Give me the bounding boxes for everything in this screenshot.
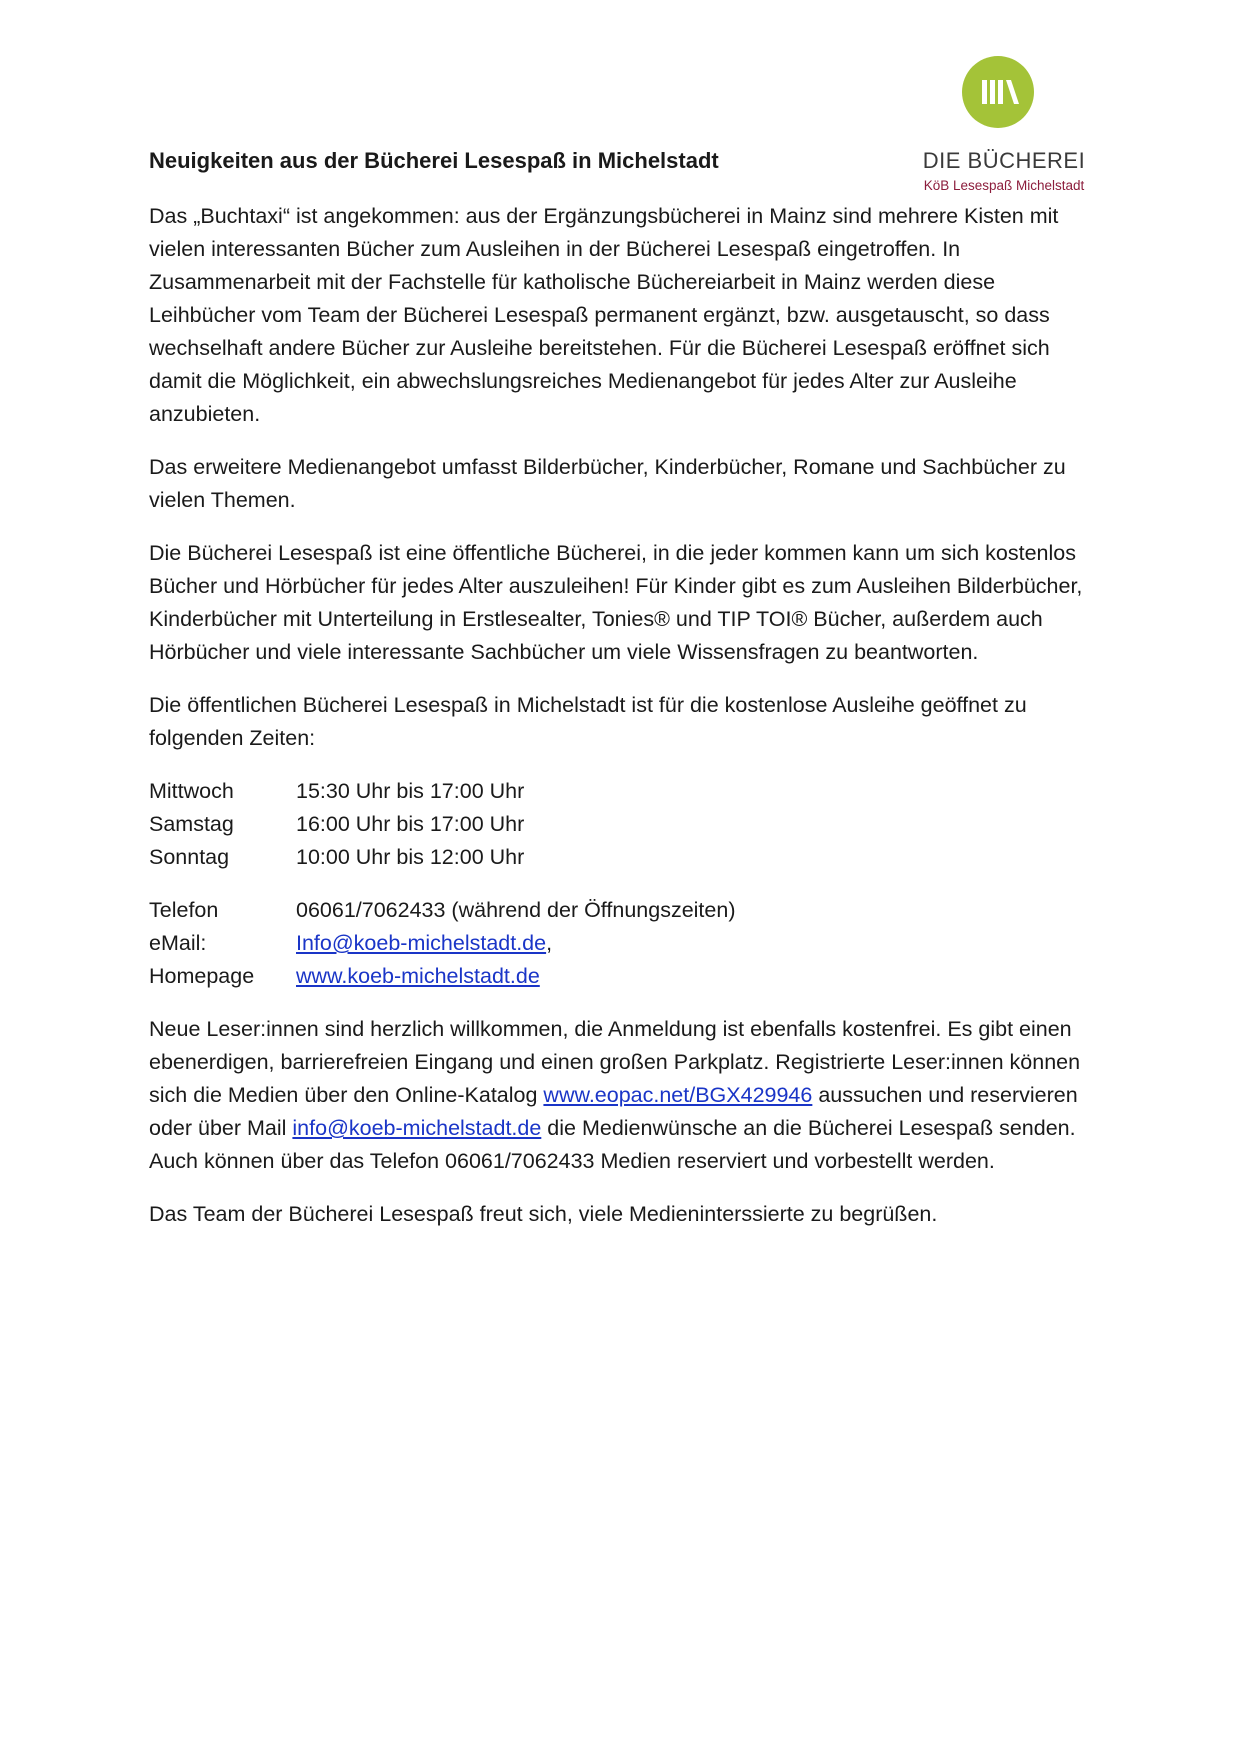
- new-readers-text-2: aussuchen und reservieren oder über Mail: [149, 1083, 1078, 1140]
- contact-row-phone: [149, 894, 1099, 927]
- hours-time: 10:00 Uhr bis 12:00 Uhr: [296, 845, 525, 869]
- email-link[interactable]: Info@koeb-michelstadt.de: [296, 931, 547, 955]
- contact-row-homepage: [149, 960, 1099, 993]
- mail-link[interactable]: info@koeb-michelstadt.de: [292, 1116, 542, 1140]
- hours-day: Sonntag: [149, 845, 230, 869]
- logo-subtitle: KöB Lesespaß Michelstadt: [923, 178, 1085, 193]
- homepage-label: Homepage: [149, 964, 255, 988]
- hours-row: [149, 775, 1099, 808]
- library-logo: [918, 56, 1090, 196]
- phone-label: Telefon: [149, 898, 219, 922]
- email-label: eMail:: [149, 931, 207, 955]
- catalog-link[interactable]: www.eopac.net/BGX429946: [543, 1083, 813, 1107]
- logo-books-icon: [962, 56, 1034, 128]
- new-readers-text-1: Neue Leser:innen sind herzlich willkommen, die Anmeldung ist ebenfalls kostenfrei. Es gibt einen ebenerdigen, barrierefreien Eingang und einen großen Parkplatz. Registrierte Leser:innen können sich die Medien über den Online-Katalog: [149, 1017, 1081, 1107]
- phone-value: 06061/7062433 (während der Öffnungszeiten): [296, 898, 736, 922]
- paragraph-buchtaxi: Das „Buchtaxi“ ist angekommen: aus der Ergänzungsbücherei in Mainz sind mehrere Kisten mit vielen interessanten Bücher zum Ausleihen in der Bücherei Lesespaß eingetroffen. In Zusammenarbeit mit der Fachstelle für katholische Büchereiarbeit in Mainz werden diese Leihbücher vom Team der Bücherei Lesespaß permanent ergänzt, bzw. ausgetauscht, so dass wechselhaft andere Bücher zur Ausleihe bereitstehen. Für die Bücherei Lesespaß eröffnet sich damit die Möglichkeit, ein abwechslungsreiches Medienangebot für jedes Alter zur Ausleihe anzubieten.: [149, 204, 1059, 426]
- contact-info: [149, 894, 1099, 993]
- hours-day: Mittwoch: [149, 779, 234, 803]
- paragraph-opening-intro: Die öffentlichen Bücherei Lesespaß in Michelstadt ist für die kostenlose Ausleihe geöffnet zu folgenden Zeiten:: [149, 693, 1027, 750]
- new-readers-text-3: die Medienwünsche an die Bücherei Lesespaß senden. Auch können über das Telefon 06061/7062433 Medien reserviert und vorbestellt werden.: [149, 1116, 1076, 1173]
- homepage-link[interactable]: www.koeb-michelstadt.de: [296, 964, 540, 988]
- hours-row: [149, 841, 1099, 874]
- email-suffix: ,: [546, 931, 553, 955]
- hours-time: 16:00 Uhr bis 17:00 Uhr: [296, 812, 525, 836]
- paragraph-about-library: Die Bücherei Lesespaß ist eine öffentliche Bücherei, in die jeder kommen kann um sich kostenlos Bücher und Hörbücher für jedes Alter auszuleihen! Für Kinder gibt es zum Ausleihen Bilderbücher, Kinderbücher mit Unterteilung in Erstlesealter, Tonies® und TIP TOI® Bücher, außerdem auch Hörbücher und viele interessante Sachbücher um viele Wissensfragen zu beantworten.: [149, 541, 1083, 664]
- paragraph-medienangebot: Das erweitere Medienangebot umfasst Bilderbücher, Kinderbücher, Romane und Sachbücher zu vielen Themen.: [149, 455, 1066, 512]
- opening-hours: [149, 775, 1099, 874]
- hours-day: Samstag: [149, 812, 234, 836]
- paragraph-closing: Das Team der Bücherei Lesespaß freut sich, viele Medieninterssierte zu begrüßen.: [149, 1202, 938, 1226]
- hours-row: [149, 808, 1099, 841]
- paragraph-new-readers: [149, 1013, 1099, 1178]
- page-title: Neuigkeiten aus der Bücherei Lesespaß in Michelstadt: [149, 148, 719, 173]
- logo-name: DIE BÜCHEREI: [922, 148, 1086, 173]
- hours-time: 15:30 Uhr bis 17:00 Uhr: [296, 779, 525, 803]
- article-body: [149, 200, 1099, 1251]
- contact-row-email: [149, 927, 1099, 960]
